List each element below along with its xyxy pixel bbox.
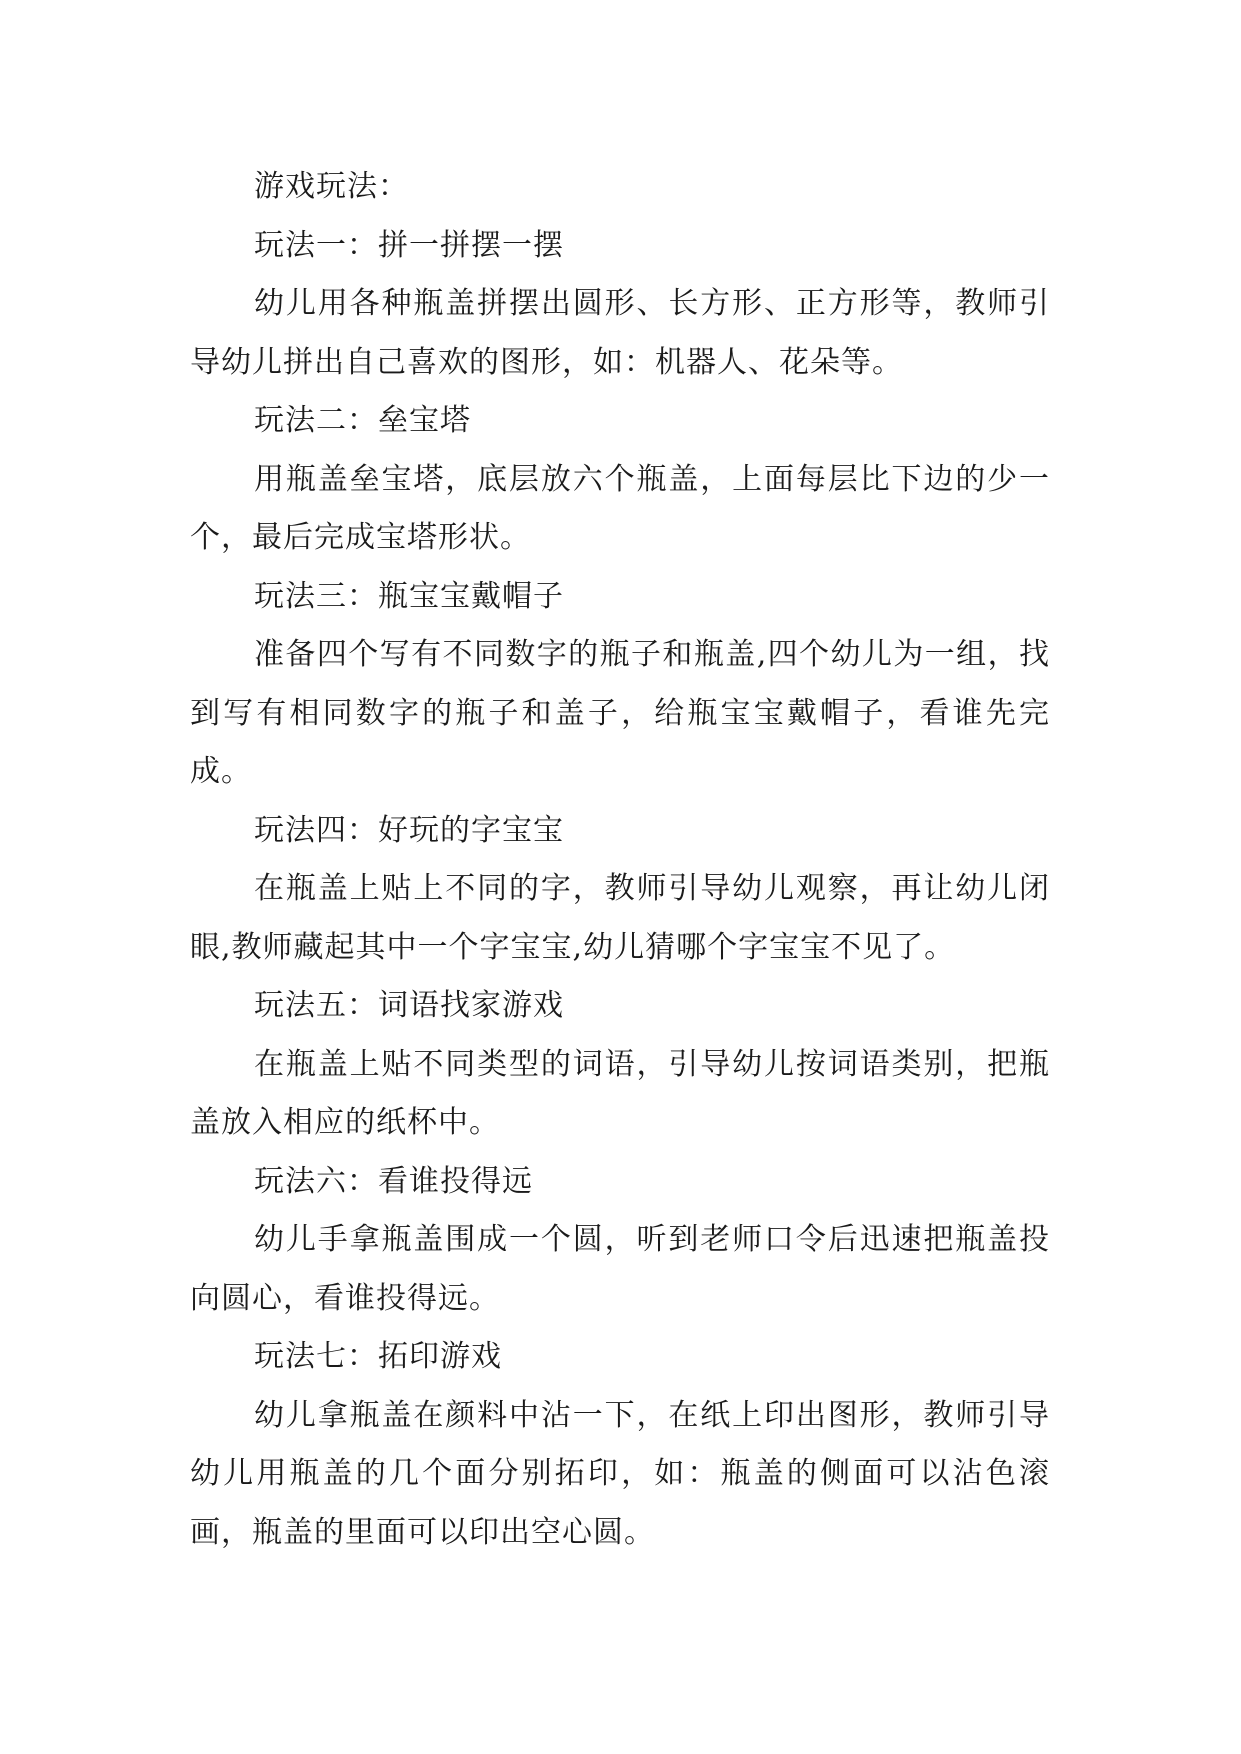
document-page xyxy=(190,158,1050,1562)
method-5-body: 在瓶盖上贴不同类型的词语，引导幼儿按词语类别，把瓶盖放入相应的纸杯中。 xyxy=(190,1046,1050,1140)
method-5-title: 玩法五：词语找家游戏 xyxy=(254,988,564,1023)
method-1-title: 玩法一：拼一拼摆一摆 xyxy=(254,227,564,263)
method-1-body: 幼儿用各种瓶盖拼摆出圆形、长方形、正方形等，教师引导幼儿拼出自己喜欢的图形，如：机器人、花朵等。 xyxy=(190,286,1050,380)
method-2-title: 玩法二：垒宝塔 xyxy=(254,403,471,438)
method-7-title: 玩法七：拓印游戏 xyxy=(254,1339,502,1374)
method-3-body: 准备四个写有不同数字的瓶子和瓶盖,四个幼儿为一组，找到写有相同数字的瓶子和盖子，给瓶宝宝戴帽子，看谁先完成。 xyxy=(190,637,1050,789)
method-7-body: 幼儿拿瓶盖在颜料中沾一下，在纸上印出图形，教师引导幼儿用瓶盖的几个面分别拓印，如：瓶盖的侧面可以沾色滚画，瓶盖的里面可以印出空心圆。 xyxy=(190,1397,1050,1550)
method-2-body: 用瓶盖垒宝塔，底层放六个瓶盖，上面每层比下边的少一个，最后完成宝塔形状。 xyxy=(190,461,1050,555)
method-6-title: 玩法六：看谁投得远 xyxy=(254,1163,533,1199)
method-3-title: 玩法三：瓶宝宝戴帽子 xyxy=(254,578,564,614)
method-4-title: 玩法四：好玩的字宝宝 xyxy=(254,812,564,848)
method-6-body: 幼儿手拿瓶盖围成一个圆，听到老师口令后迅速把瓶盖投向圆心，看谁投得远。 xyxy=(190,1222,1050,1316)
method-4-body: 在瓶盖上贴上不同的字，教师引导幼儿观察，再让幼儿闭眼,教师藏起其中一个字宝宝,幼儿猜哪个字宝宝不见了。 xyxy=(190,871,1050,965)
section-heading: 游戏玩法： xyxy=(254,169,409,204)
